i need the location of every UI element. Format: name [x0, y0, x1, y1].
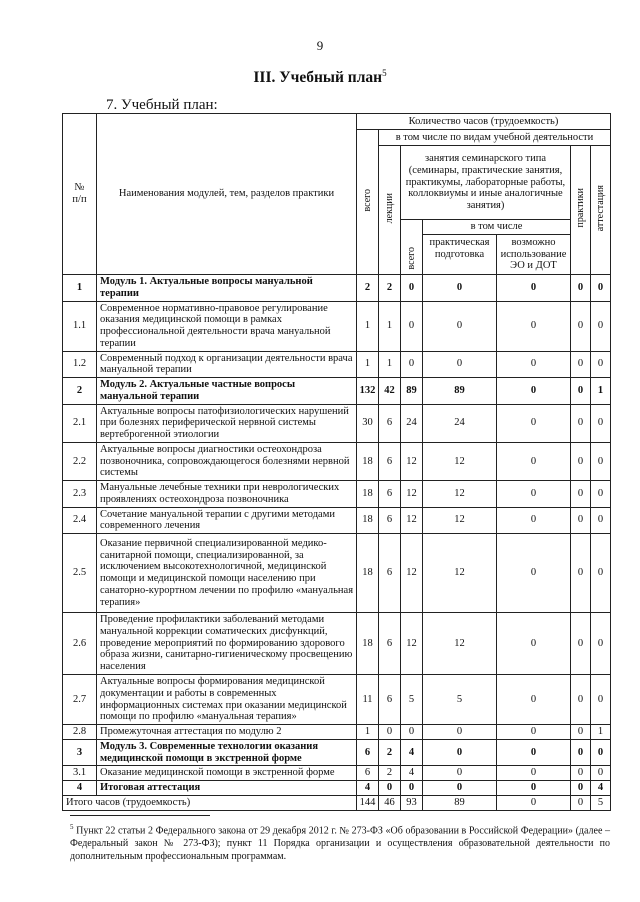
cell-sem: 5: [401, 675, 423, 725]
cell-sem: 12: [401, 442, 423, 480]
cell-att: 4: [591, 781, 611, 796]
cell-sem: 0: [401, 781, 423, 796]
cell-pp: 12: [423, 507, 497, 534]
table-row: [63, 442, 611, 480]
cell-total: 4: [357, 781, 379, 796]
cell-pp: 0: [423, 766, 497, 781]
cell-sem: 0: [401, 301, 423, 351]
cell-lect: 1: [379, 351, 401, 378]
total-pr: 0: [571, 795, 591, 810]
cell-att: 0: [591, 275, 611, 302]
cell-lect: 6: [379, 442, 401, 480]
cell-total: 11: [357, 675, 379, 725]
header-seminar-total-text: всего: [405, 246, 417, 270]
cell-total: 18: [357, 442, 379, 480]
cell-sem: 89: [401, 378, 423, 405]
header-in-that-number-cell: [423, 220, 571, 275]
total-att: 5: [591, 795, 611, 810]
cell-num: 2.4: [63, 507, 97, 534]
footnote-separator: [70, 815, 210, 816]
cell-eo: 0: [497, 378, 571, 405]
cell-sem: 24: [401, 404, 423, 442]
cell-att: 0: [591, 507, 611, 534]
table-row: [63, 534, 611, 613]
cell-total: 1: [357, 351, 379, 378]
header-sub-row: [423, 235, 570, 274]
total-total: 144: [357, 795, 379, 810]
cell-sem: 0: [401, 725, 423, 740]
cell-sem: 0: [401, 275, 423, 302]
cell-name: Промежуточная аттестация по модулю 2: [97, 725, 357, 740]
cell-num: 3.1: [63, 766, 97, 781]
cell-eo: 0: [497, 481, 571, 508]
cell-sem: 4: [401, 766, 423, 781]
section-heading-text: III. Учебный план: [253, 69, 383, 87]
cell-lect: 6: [379, 534, 401, 613]
cell-name: Актуальные вопросы патофизиологических нарушений при болезнях периферической нервной системы вертеброгенной этиологии: [97, 404, 357, 442]
cell-att: 0: [591, 301, 611, 351]
cell-pp: 12: [423, 481, 497, 508]
cell-total: 132: [357, 378, 379, 405]
cell-eo: 0: [497, 613, 571, 675]
cell-att: 0: [591, 404, 611, 442]
cell-pr: 0: [571, 534, 591, 613]
table-row: [63, 739, 611, 766]
cell-pp: 5: [423, 675, 497, 725]
cell-eo: 0: [497, 675, 571, 725]
table-row: [63, 725, 611, 740]
total-sem: 93: [401, 795, 423, 810]
header-by-activity: в том числе по видам учебной деятельности: [379, 130, 611, 146]
footnote-mark: 5: [70, 823, 74, 831]
table-row: [63, 613, 611, 675]
cell-eo: 0: [497, 739, 571, 766]
cell-pr: 0: [571, 404, 591, 442]
cell-num: 2.8: [63, 725, 97, 740]
cell-att: 0: [591, 481, 611, 508]
cell-pp: 12: [423, 442, 497, 480]
cell-num: 1: [63, 275, 97, 302]
cell-pr: 0: [571, 675, 591, 725]
table-row: [63, 675, 611, 725]
cell-att: 0: [591, 613, 611, 675]
table-row: [63, 507, 611, 534]
cell-num: 2: [63, 378, 97, 405]
cell-total: 18: [357, 507, 379, 534]
total-row: [63, 795, 611, 810]
cell-pp: 24: [423, 404, 497, 442]
header-lectures-text: лекции: [383, 192, 395, 224]
cell-total: 6: [357, 739, 379, 766]
cell-num: 1.1: [63, 301, 97, 351]
cell-name: Актуальные вопросы диагностики остеохондроза позвоночника, сопровождающегося болезнями нервной системы: [97, 442, 357, 480]
cell-pr: 0: [571, 507, 591, 534]
cell-sem: 0: [401, 351, 423, 378]
cell-total: 1: [357, 301, 379, 351]
table-row: [63, 766, 611, 781]
cell-sem: 12: [401, 534, 423, 613]
cell-lect: 42: [379, 378, 401, 405]
cell-eo: 0: [497, 301, 571, 351]
cell-total: 30: [357, 404, 379, 442]
cell-total: 18: [357, 613, 379, 675]
cell-lect: 1: [379, 301, 401, 351]
header-total: [357, 130, 379, 275]
total-pp: 89: [423, 795, 497, 810]
cell-total: 18: [357, 481, 379, 508]
cell-total: 2: [357, 275, 379, 302]
cell-name: Модуль 2. Актуальные частные вопросы мануальной терапии: [97, 378, 357, 405]
cell-num: 2.1: [63, 404, 97, 442]
cell-num: 2.6: [63, 613, 97, 675]
cell-lect: 0: [379, 725, 401, 740]
header-num: № п/п: [63, 114, 97, 275]
cell-num: 2.3: [63, 481, 97, 508]
cell-pp: 0: [423, 351, 497, 378]
cell-att: 0: [591, 351, 611, 378]
cell-att: 0: [591, 534, 611, 613]
header-practice-text: практики: [574, 188, 586, 228]
cell-att: 1: [591, 378, 611, 405]
cell-total: 1: [357, 725, 379, 740]
cell-name: Модуль 3. Современные технологии оказания медицинской помощи в экстренной форме: [97, 739, 357, 766]
cell-lect: 6: [379, 507, 401, 534]
cell-num: 2.5: [63, 534, 97, 613]
cell-eo: 0: [497, 404, 571, 442]
total-lect: 46: [379, 795, 401, 810]
cell-pp: 12: [423, 613, 497, 675]
cell-total: 6: [357, 766, 379, 781]
header-hours-total: Количество часов (трудоемкость): [357, 114, 611, 130]
cell-pr: 0: [571, 275, 591, 302]
cell-name: Модуль 1. Актуальные вопросы мануальной терапии: [97, 275, 357, 302]
cell-sem: 12: [401, 613, 423, 675]
cell-lect: 6: [379, 675, 401, 725]
cell-eo: 0: [497, 351, 571, 378]
cell-eo: 0: [497, 275, 571, 302]
cell-sem: 12: [401, 507, 423, 534]
header-attestation: [591, 146, 611, 275]
cell-pp: 89: [423, 378, 497, 405]
cell-pp: 0: [423, 275, 497, 302]
cell-att: 0: [591, 739, 611, 766]
table-row: [63, 378, 611, 405]
footnote-text: Пункт 22 статьи 2 Федерального закона от 29 декабря 2012 г. № 273-ФЗ «Об образовании в Российской Федерации» (далее – Федеральный закон № 273-ФЗ); пункт 11 Порядка организации и осуществления образовательной деятельности по дополнительным профессиональным программам.: [70, 825, 611, 863]
cell-pp: 0: [423, 739, 497, 766]
cell-lect: 2: [379, 766, 401, 781]
cell-name: Современный подход к организации деятельности врача мануальной терапии: [97, 351, 357, 378]
cell-att: 0: [591, 766, 611, 781]
cell-eo: 0: [497, 442, 571, 480]
cell-name: Оказание первичной специализированной медико-санитарной помощи, специализированной, за исключением высокотехнологичной, медицинской помощи и медицинской помощи населению при санаторно-курортном лечении по профилю «мануальная терапия»: [97, 534, 357, 613]
header-prakt-podg: практическая подготовка: [423, 235, 497, 274]
table-row: [63, 351, 611, 378]
cell-pr: 0: [571, 301, 591, 351]
cell-name: Оказание медицинской помощи в экстренной форме: [97, 766, 357, 781]
cell-att: 1: [591, 725, 611, 740]
cell-num: 2.7: [63, 675, 97, 725]
cell-pr: 0: [571, 766, 591, 781]
subsection-heading: 7. Учебный план:: [106, 97, 218, 113]
cell-att: 0: [591, 442, 611, 480]
total-label: Итого часов (трудоемкость): [63, 795, 357, 810]
header-in-that-number: в том числе: [423, 220, 570, 235]
header-lectures: [379, 146, 401, 275]
cell-pr: 0: [571, 781, 591, 796]
cell-name: Мануальные лечебные техники при неврологических проявлениях остеохондроза позвоночника: [97, 481, 357, 508]
cell-num: 2.2: [63, 442, 97, 480]
cell-lect: 2: [379, 739, 401, 766]
table-row: [63, 301, 611, 351]
cell-pr: 0: [571, 725, 591, 740]
header-seminar-total: [401, 220, 423, 275]
cell-name: Современное нормативно-правовое регулирование оказания медицинской помощи в рамках профессиональной деятельности врача мануальной терапии: [97, 301, 357, 351]
cell-lect: 6: [379, 613, 401, 675]
cell-num: 4: [63, 781, 97, 796]
cell-pp: 0: [423, 781, 497, 796]
cell-sem: 12: [401, 481, 423, 508]
cell-name: Проведение профилактики заболеваний методами мануальной коррекции соматических дисфункций, проведение мероприятий по формированию здорового образа жизни, санитарно-гигиеническому просвещению населения: [97, 613, 357, 675]
table-row: [63, 275, 611, 302]
cell-eo: 0: [497, 534, 571, 613]
total-eo: 0: [497, 795, 571, 810]
cell-lect: 6: [379, 404, 401, 442]
cell-name: Актуальные вопросы формирования медицинской документации и работы в современных информационных системах при оказании медицинской помощи по профилю «мануальная терапия»: [97, 675, 357, 725]
cell-sem: 4: [401, 739, 423, 766]
cell-pr: 0: [571, 739, 591, 766]
footnote-ref: 5: [382, 68, 387, 78]
cell-lect: 0: [379, 781, 401, 796]
cell-eo: 0: [497, 507, 571, 534]
cell-eo: 0: [497, 766, 571, 781]
cell-pp: 0: [423, 301, 497, 351]
cell-pr: 0: [571, 442, 591, 480]
cell-name: Итоговая аттестация: [97, 781, 357, 796]
cell-eo: 0: [497, 725, 571, 740]
table-row: [63, 481, 611, 508]
cell-pr: 0: [571, 481, 591, 508]
cell-pr: 0: [571, 351, 591, 378]
header-practice: [571, 146, 591, 275]
cell-lect: 2: [379, 275, 401, 302]
section-heading: [0, 68, 640, 87]
header-attestation-text: аттестация: [594, 184, 606, 232]
cell-lect: 6: [379, 481, 401, 508]
header-seminar: занятия семинарского типа (семинары, практические занятия, практикумы, лабораторные работы, коллоквиумы и иные аналогичные занятия): [401, 146, 571, 220]
footnote: [70, 823, 610, 863]
cell-num: 3: [63, 739, 97, 766]
curriculum-table: [62, 113, 611, 811]
cell-att: 0: [591, 675, 611, 725]
cell-total: 18: [357, 534, 379, 613]
page-number: 9: [316, 38, 324, 53]
header-eo-dot: возможно использование ЭО и ДОТ: [500, 236, 567, 272]
cell-name: Сочетание мануальной терапии с другими методами современного лечения: [97, 507, 357, 534]
cell-pr: 0: [571, 378, 591, 405]
cell-num: 1.2: [63, 351, 97, 378]
header-total-text: всего: [361, 188, 373, 212]
header-name: Наименования модулей, тем, разделов практики: [97, 114, 357, 275]
cell-pp: 0: [423, 725, 497, 740]
cell-pp: 12: [423, 534, 497, 613]
cell-eo: 0: [497, 781, 571, 796]
cell-pr: 0: [571, 613, 591, 675]
table-row: [63, 404, 611, 442]
table-row: [63, 781, 611, 796]
